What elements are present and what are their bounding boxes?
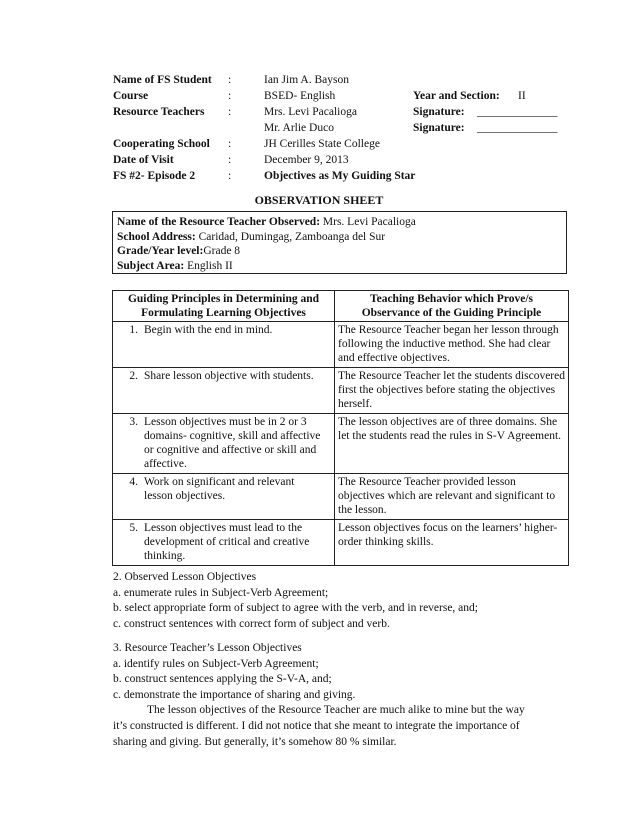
header-colon: : [228, 106, 232, 118]
resource-teacher-info-box [112, 211, 567, 274]
header-label: Resource Teachers [113, 106, 205, 118]
section-title: 2. Observed Lesson Objectives [113, 571, 257, 583]
header-label: FS #2- Episode 2 [113, 170, 196, 182]
header-value: December 9, 2013 [264, 154, 349, 166]
list-item: a. identify rules on Subject-Verb Agreement; [113, 657, 319, 670]
info-teacher-line [117, 215, 562, 230]
header-line: Formulating Learning Objectives [141, 307, 306, 319]
principle-cell [113, 368, 335, 414]
principle-text: Begin with the end in mind. [144, 324, 273, 336]
header-value: Ian Jim A. Bayson [264, 74, 349, 86]
item-number: 4. [129, 476, 138, 488]
list-item: b. construct sentences applying the S-V-A, and; [113, 673, 332, 686]
behavior-cell: The Resource Teacher provided lesson objectives which are relevant and significant to the lesson. [335, 474, 569, 520]
header-label: Name of FS Student [113, 74, 212, 86]
paragraph-line: The lesson objectives of the Resource Teacher are much alike to mine but the way [147, 704, 525, 717]
item-number: 3. [129, 416, 138, 428]
info-subject-value: English II [187, 259, 233, 272]
item-number: 1. [129, 324, 138, 336]
table-row [113, 322, 569, 368]
table-row [113, 474, 569, 520]
header-row-resource-teacher-2 [113, 122, 573, 138]
header-line: Teaching Behavior which Prove/s [369, 293, 534, 305]
behavior-cell: The lesson objectives are of three domains. She let the students read the rules in S-V Agreement. [335, 414, 569, 474]
principle-cell [113, 474, 335, 520]
header-row-school [113, 138, 573, 154]
item-number: 2. [129, 370, 138, 382]
info-address-line [117, 230, 562, 245]
table-header-row [113, 291, 569, 322]
header-colon: : [228, 74, 232, 86]
principle-text: Share lesson objective with students. [144, 370, 314, 382]
info-subject-label: Subject Area: [117, 259, 185, 272]
header-value-2: II [518, 90, 526, 102]
table-row [113, 368, 569, 414]
list-item: a. enumerate rules in Subject-Verb Agreement; [113, 586, 329, 599]
paragraph-line: sharing and giving. But generally, it’s somehow 80 % similar. [113, 735, 397, 748]
header-row-resource-teachers [113, 106, 573, 122]
header-row-student [113, 74, 573, 90]
behavior-cell: The Resource Teacher let the students discovered first the objectives before stating the objectives herself. [335, 368, 569, 414]
table-row [113, 520, 569, 566]
student-info-header [113, 74, 573, 186]
header-value: BSED- English [264, 90, 336, 102]
item-number: 5. [129, 522, 138, 534]
list-item: b. select appropriate form of subject to agree with the verb, and in reverse, and; [113, 602, 478, 615]
header-colon: : [228, 90, 232, 102]
header-row-date [113, 154, 573, 170]
signature-line: ______________ [477, 122, 558, 134]
info-grade-value: Grade 8 [203, 245, 241, 257]
paragraph-line: it’s constructed is different. I did not notice that she meant to integrate the importance of [113, 719, 520, 732]
info-address-label: School Address: [117, 230, 196, 243]
table-header-principles [113, 291, 335, 322]
principle-text: Lesson objectives must lead to the development of critical and creative thinking. [144, 522, 310, 562]
observation-sheet-title: OBSERVATION SHEET [254, 193, 384, 207]
info-teacher-value: Mrs. Levi Pacalioga [322, 216, 416, 228]
list-item: c. construct sentences with correct form of subject and verb. [113, 617, 390, 630]
principle-cell [113, 322, 335, 368]
behavior-cell: The Resource Teacher began her lesson through following the inductive method. She had clear and effective objectives. [335, 322, 569, 368]
guiding-principles-table [112, 290, 569, 566]
principle-cell [113, 520, 335, 566]
signature-line: ______________ [477, 106, 558, 118]
observed-objectives-section [113, 570, 573, 632]
info-subject-line [117, 259, 562, 274]
table-row [113, 414, 569, 474]
principle-text: Work on significant and relevant lesson objectives. [144, 476, 295, 502]
header-row-episode [113, 170, 573, 186]
header-line: Observance of the Guiding Principle [361, 307, 542, 319]
header-colon: : [228, 138, 232, 150]
header-label-2: Year and Section: [413, 90, 500, 102]
table-header-behavior [335, 291, 569, 322]
behavior-cell: Lesson objectives focus on the learners’ higher-order thinking skills. [335, 520, 569, 566]
header-label-2: Signature: [413, 106, 465, 118]
episode-title: Objectives as My Guiding Star [264, 170, 416, 182]
resource-teacher-objectives-section [113, 641, 573, 750]
section-title: 3. Resource Teacher’s Lesson Objectives [113, 642, 302, 654]
header-label: Date of Visit [113, 154, 174, 166]
header-label: Cooperating School [113, 138, 210, 150]
info-grade-line [117, 244, 562, 259]
info-teacher-label: Name of the Resource Teacher Observed: [117, 216, 321, 228]
header-row-course [113, 90, 573, 106]
header-colon: : [228, 170, 232, 182]
header-label: Course [113, 90, 149, 102]
principle-cell [113, 414, 335, 474]
principle-text: Lesson objectives must be in 2 or 3 domains- cognitive, skill and affective or cognitive and affective or skill and affective. [144, 416, 321, 470]
info-grade-label: Grade/Year level: [117, 245, 204, 257]
header-colon: : [228, 154, 232, 166]
header-label-2: Signature: [413, 122, 465, 134]
header-value: JH Cerilles State College [264, 138, 380, 150]
info-address-value: Caridad, Dumingag, Zamboanga del Sur [198, 230, 386, 243]
header-value: Mr. Arlie Duco [264, 122, 334, 134]
header-value: Mrs. Levi Pacalioga [264, 106, 357, 118]
header-line: Guiding Principles in Determining and [127, 293, 320, 305]
list-item: c. demonstrate the importance of sharing and giving. [113, 688, 356, 701]
